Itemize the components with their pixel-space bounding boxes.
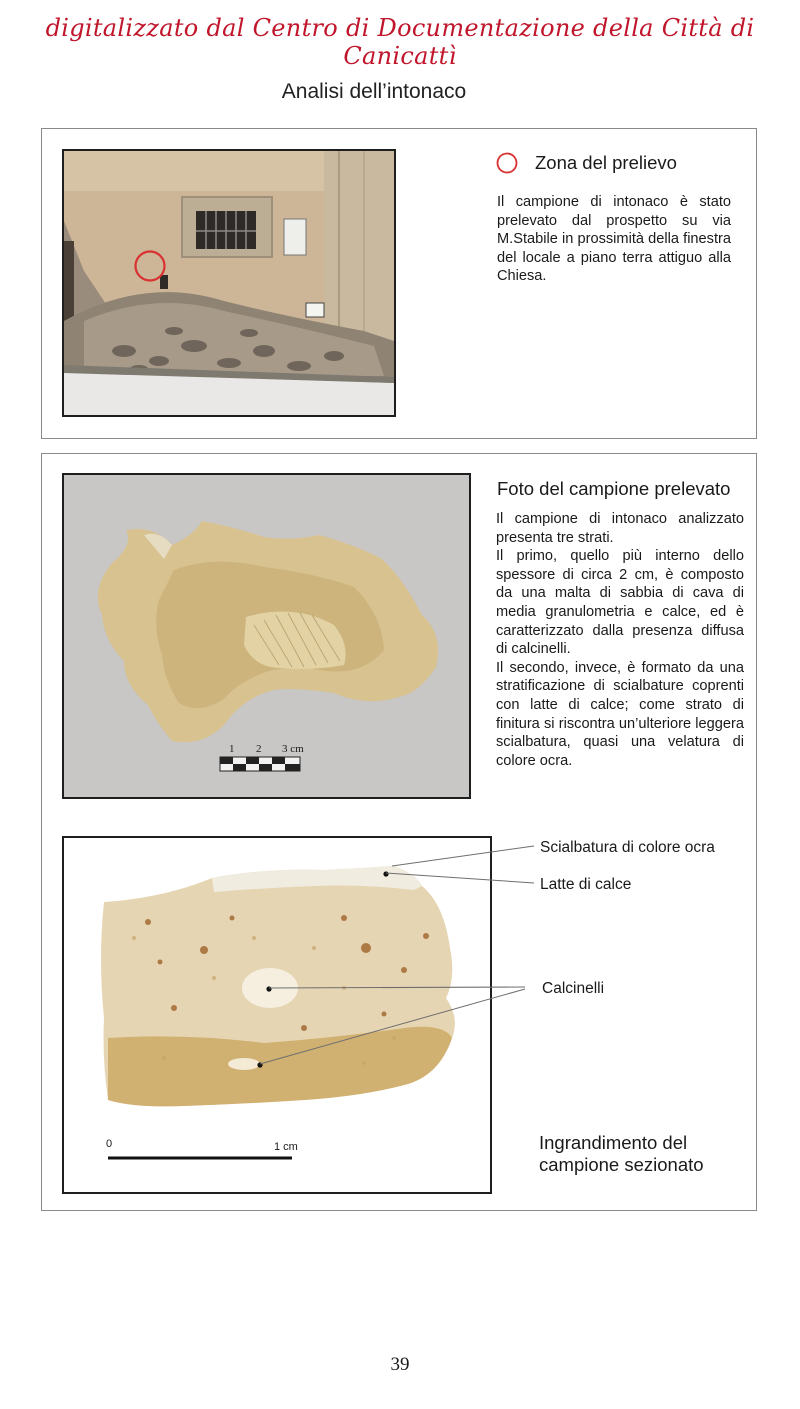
sample-box bbox=[41, 453, 757, 1211]
building-photo bbox=[62, 149, 396, 417]
label-calcinelli: Calcinelli bbox=[542, 980, 605, 997]
location-description: Il campione di intonaco è stato prelevato dal prospetto su via M.Stabile in prossimità della finestra del locale a piano terra attiguo alla Chiesa. bbox=[497, 194, 731, 285]
label-scialbatura: Scialbatura di colore ocra bbox=[540, 839, 715, 856]
legend-circle-icon bbox=[495, 151, 519, 175]
sample-title: Foto del campione prelevato bbox=[497, 478, 731, 499]
scale-label-1: 1 bbox=[229, 743, 235, 755]
label-latte: Latte di calce bbox=[540, 876, 632, 893]
scale-zero-label: 0 bbox=[106, 1138, 113, 1150]
leader-lines bbox=[42, 454, 756, 1210]
legend-title: Zona del prelievo bbox=[535, 152, 677, 173]
sample-location-marker bbox=[133, 249, 167, 283]
section-caption: Ingrandimento del campione sezionato bbox=[539, 1132, 704, 1175]
location-box bbox=[41, 128, 757, 439]
scale-label-3cm: 3 cm bbox=[282, 743, 304, 755]
scale-one-label: 1 cm bbox=[274, 1141, 298, 1153]
scale-label-2: 2 bbox=[256, 743, 262, 755]
page-number: 39 bbox=[390, 1354, 410, 1375]
watermark: digitalizzato dal Centro di Documentazione della Città di Canicattì bbox=[45, 14, 755, 70]
sample-description: Il campione di intonaco analizzato presenta tre strati. Il primo, quello più interno dello spessore di circa 2 cm, è composto da una malta di sabbia di cava di media granulometria e calce, ed è caratterizzato dalla presenza diffusa di calcinelli. Il secondo, invece, è formato da una stratificazione di scialbature coprenti con latte di calce; come strato di finitura si riscontra un’ulteriore leggera scialbatura, quasi una velatura di colore ocra. bbox=[496, 511, 744, 769]
page-title: Analisi dell’intonaco bbox=[281, 80, 467, 103]
